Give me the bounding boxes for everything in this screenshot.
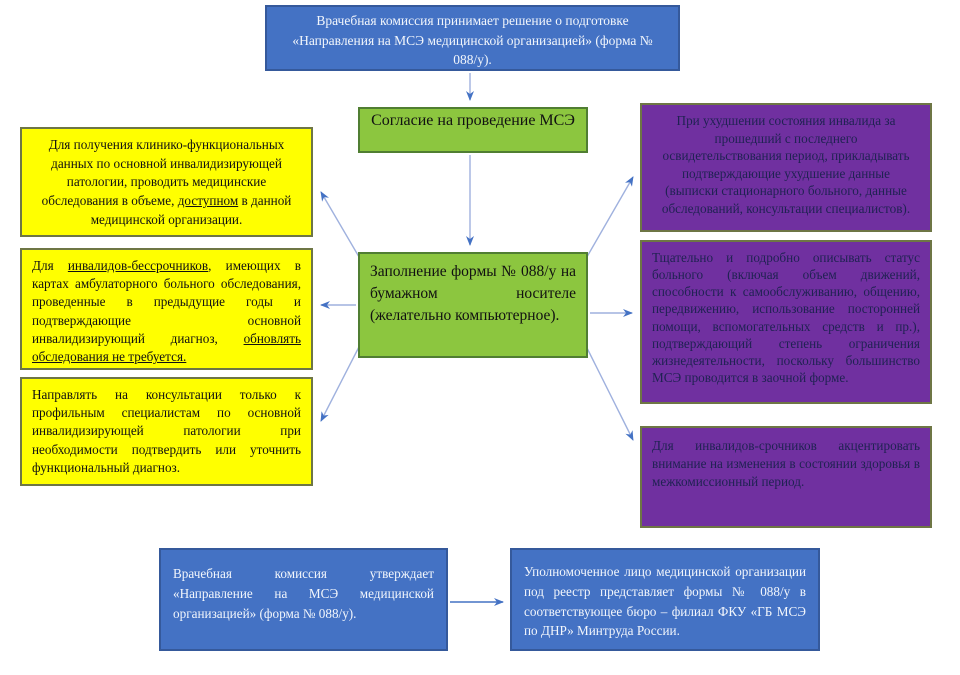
text-segment: в данной медицинской организации. — [90, 193, 292, 227]
note-specialist-consultation-box: Направлять на консультации только к профильным специалистам по основной инвалидизирующей патологии при необходимости подтвердить или уточнить функциональный диагноз. — [20, 377, 313, 486]
text-segment: , имеющих в картах амбулаторного больного обследования, проведенные в предыдущие годы и подтверждающие основной инвалидизирующий диагноз, — [32, 258, 301, 346]
underlined-text-segment: доступном — [177, 193, 239, 209]
decision-box: Врачебная комиссия принимает решение о подготовке «Направления на МСЭ медицинской организацией» (форма № 088/у). — [265, 5, 680, 71]
note-patient-status-box: Тщательно и подробно описывать статус больного (включая объем движений, способности к самообслуживанию, общению, передвижению, использование посторонней помощи, вспомогательных средств и пр.), подтверждающий степень ограничения жизнедеятельности, поскольку большинство МСЭ проводится в заочной форме. — [640, 240, 932, 404]
text-segment: Для получения клинико-функциональных данных по основной инвалидизирующей патологии, проводить медицинские обследования в объеме, — [41, 137, 285, 209]
consent-box: Согласие на проведение МСЭ — [358, 107, 588, 153]
underlined-text-segment: обновлять обследования не требуется. — [32, 330, 301, 365]
connector-formfill-to-purple-1 — [584, 177, 633, 262]
note-term-disability-box: Для инвалидов-срочников акцентировать внимание на изменения в состоянии здоровья в межкомиссионный период. — [640, 426, 932, 528]
note-indefinite-disability-box — [20, 248, 313, 370]
note-deterioration-box: При ухудшении состояния инвалида за прошедший с последнего освидетельствования период, прикладывать подтверждающие ухудшение данные (выписки стационарного больного, данные обследований, консультации специалистов). — [640, 103, 932, 232]
connector-formfill-to-purple-3 — [584, 342, 633, 440]
underlined-text-segment: инвалидов-бессрочников — [67, 258, 209, 273]
connector-formfill-to-yellow-1 — [321, 192, 362, 262]
form-filling-box: Заполнение формы № 088/у на бумажном носителе (желательно компьютерное). — [358, 252, 588, 358]
submission-box: Уполномоченное лицо медицинской организации под реестр представляет формы № 088/у в соответствующее бюро – филиал ФКУ «ГБ МСЭ по ДНР» Минтруда России. — [510, 548, 820, 651]
text-segment: Для — [32, 258, 68, 273]
note-clinical-data-box — [20, 127, 313, 237]
approval-box: Врачебная комиссия утверждает «Направление на МСЭ медицинской организацией» (форма № 088/у). — [159, 548, 448, 651]
connector-formfill-to-yellow-3 — [321, 341, 362, 421]
